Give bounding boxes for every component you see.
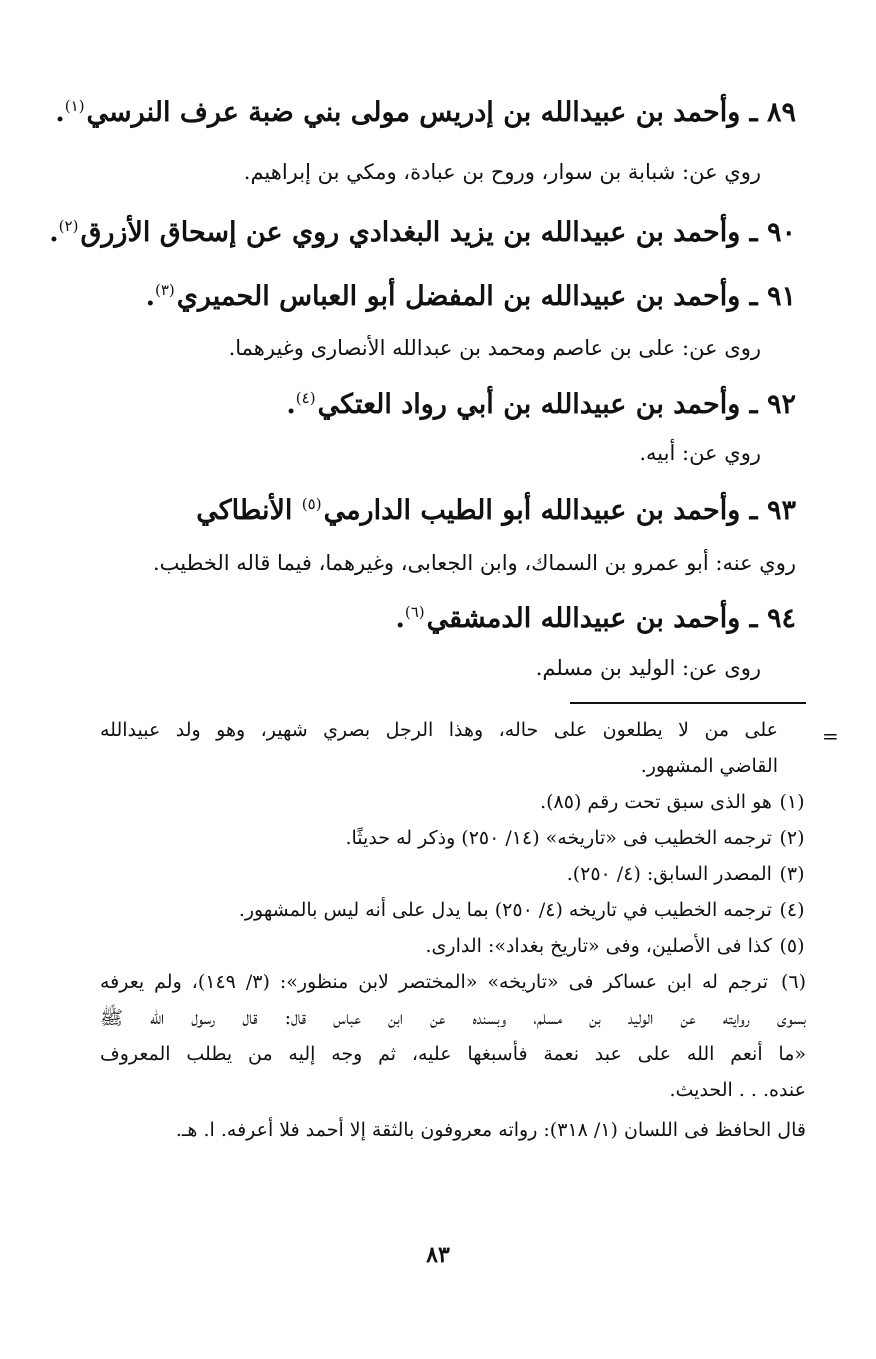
footnote-6-continued: «ما أنعم الله على عبد نعمة فأسبغها عليه، ثم وجه إليه من يطلب المعروف bbox=[100, 1043, 806, 1065]
footnote-ref-1: (١) bbox=[64, 97, 85, 115]
footnote-2: (٢) ترجمه الخطيب فى «تاريخه» (١٤/ ٢٥٠) وذكر له حديثًا. bbox=[100, 820, 806, 856]
entry-91-title: ٩١ ـ وأحمد بن عبيدالله بن المفضل أبو العباس الحميري$^{(٣)}$. bbox=[145, 281, 796, 312]
footnote-number: (٢) bbox=[779, 827, 805, 849]
entry-91-narration: روى عن: على بن عاصم ومحمد بن عبدالله الأنصارى وغيرهما. bbox=[228, 336, 761, 360]
entry-94-title: ٩٤ ـ وأحمد بن عبيدالله الدمشقي$^{(٦)}$. bbox=[395, 603, 796, 634]
footnote-continuation-line: على من لا يطلعون على حاله، وهذا الرجل بصري شهير، وهو ولد عبيدالله bbox=[100, 719, 778, 741]
footnote-5: (٥) كذا فى الأصلين، وفى «تاريخ بغداد»: الدارى. bbox=[100, 928, 806, 964]
continuation-mark: = bbox=[822, 724, 839, 748]
footnote-continuation-line: القاضي المشهور. bbox=[640, 755, 778, 777]
entry-93-title: ٩٣ ـ وأحمد بن عبيدالله أبو الطيب الدارمي$^{(٥)}$ الأنطاكي bbox=[196, 495, 796, 526]
entry-92-narration: روي عن: أبيه. bbox=[639, 441, 761, 465]
footnote-number: (٣) bbox=[779, 863, 805, 885]
footnote-ref-6: (٦) bbox=[404, 603, 425, 621]
entry-89-narration: روي عن: شبابة بن سوار، وروح بن عبادة، ومكي بن إبراهيم. bbox=[243, 160, 761, 184]
footnote-number: (٦) bbox=[780, 971, 807, 993]
footnote-number: (٤) bbox=[779, 899, 805, 921]
footnote-ref-5: (٥) bbox=[301, 495, 322, 513]
entry-94-narration: روى عن: الوليد بن مسلم. bbox=[535, 656, 761, 680]
footnote-6: (٦) ترجم له ابن عساكر فى «تاريخه» «المختصر لابن منظور»: (٣/ ١٤٩)، ولم يعرفه bbox=[100, 964, 806, 1000]
page-number: ٨٣ bbox=[426, 1242, 450, 1268]
footnote-ref-3: (٣) bbox=[154, 281, 175, 299]
footnote-number: (١) bbox=[779, 791, 805, 813]
entry-93-narration: روي عنه: أبو عمرو بن السماك، وابن الجعابى، وغيرهما، فيما قاله الخطيب. bbox=[152, 551, 796, 575]
entry-92-title: ٩٢ ـ وأحمد بن عبيدالله بن أبي رواد العتكي$^{(٤)}$. bbox=[286, 389, 796, 420]
entry-90-title: ٩٠ ـ وأحمد بن عبيدالله بن يزيد البغدادي روي عن إسحاق الأزرق$^{(٢)}$. bbox=[49, 217, 796, 248]
footnote-6-continued: بسوى روايته عن الوليد بن مسلم، وبسنده عن ابن عباس قال: قال رسول الله ﷺ bbox=[100, 1007, 806, 1029]
footnotes bbox=[100, 712, 806, 1148]
footnote-separator bbox=[570, 702, 806, 704]
footnote-number: (٥) bbox=[779, 935, 805, 957]
footnote-closing-quote: قال الحافظ فى اللسان (١/ ٣١٨): رواته معروفون بالثقة إلا أحمد فلا أعرفه. ا. هـ. bbox=[175, 1119, 806, 1141]
footnote-4: (٤) ترجمه الخطيب في تاريخه (٤/ ٢٥٠) بما يدل على أنه ليس بالمشهور. bbox=[100, 892, 806, 928]
footnote-ref-4: (٤) bbox=[295, 389, 316, 407]
footnote-1: (١) هو الذى سبق تحت رقم (٨٥). bbox=[100, 784, 806, 820]
entry-89-title: ٨٩ ـ وأحمد بن عبيدالله بن إدريس مولى بني ضبة عرف النرسي$^{(١)}$. bbox=[55, 97, 796, 128]
footnote-3: (٣) المصدر السابق: (٤/ ٢٥٠). bbox=[100, 856, 806, 892]
footnote-6-continued: عنده. . . الحديث. bbox=[669, 1079, 806, 1101]
footnote-ref-2: (٢) bbox=[58, 217, 79, 235]
